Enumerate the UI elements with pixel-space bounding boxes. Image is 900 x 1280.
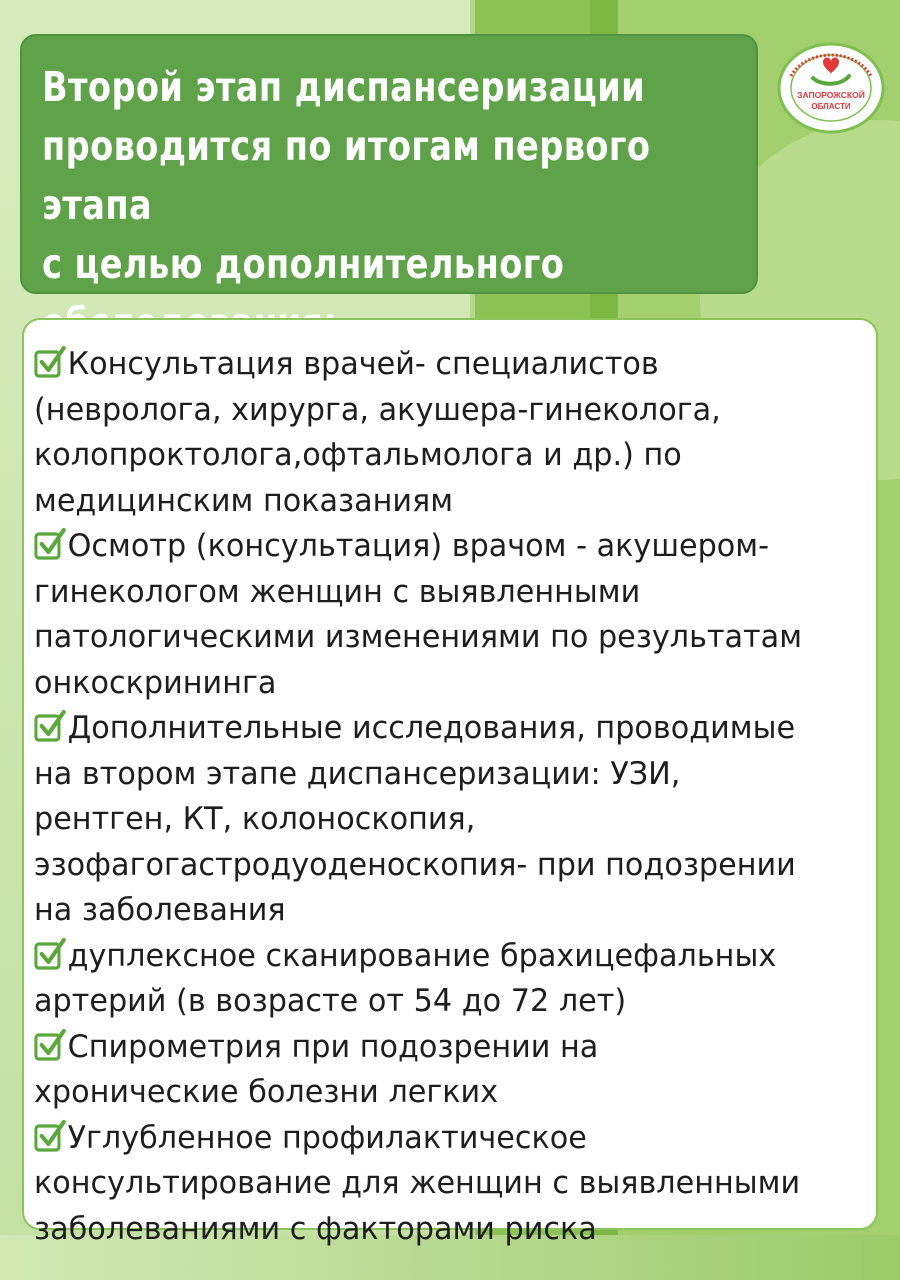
checklist-item-line xyxy=(34,843,879,889)
checkbox-checked-icon xyxy=(34,1119,67,1153)
checklist-item-text: Осмотр (консультация) врачом - акушером- xyxy=(67,528,770,564)
checklist-item-line xyxy=(34,342,879,388)
logo xyxy=(777,42,885,134)
checklist-item-text: заболеваниями с факторами риска xyxy=(34,1210,597,1247)
logo-text-line1: ЗАПОРОЖСКОЙ xyxy=(797,90,865,100)
checklist-item xyxy=(34,934,870,1025)
checklist-item-line xyxy=(34,934,879,980)
checkbox-checked-icon xyxy=(34,709,67,743)
checklist-item-text: медицинским показаниям xyxy=(34,482,454,519)
header-title-line: с целью дополнительного xyxy=(42,240,565,288)
header-title xyxy=(42,58,747,353)
checklist-item-text: артерий (в возрасте от 54 до 72 лет) xyxy=(34,983,627,1019)
checklist-item-line xyxy=(34,661,879,707)
header-title-line: Второй этап диспансеризации xyxy=(42,63,646,111)
checklist-item-line xyxy=(34,524,879,570)
checklist-item-text: консультирование для женщин с выявленными xyxy=(34,1165,801,1201)
checklist-item xyxy=(34,1116,870,1253)
checklist-item xyxy=(34,1025,870,1116)
checklist-item-text: гинекологом женщин с выявленными xyxy=(34,573,641,610)
checklist-item-text: колопроктолога,офтальмолога и др.) по xyxy=(34,437,682,473)
checkbox-checked-icon xyxy=(34,1028,67,1062)
checklist-item xyxy=(34,706,870,934)
header-title-line: проводится по итогам первого этапа xyxy=(42,122,651,229)
checklist-item xyxy=(34,342,870,524)
checklist-item-text: Консультация врачей- специалистов xyxy=(67,346,659,382)
checklist-item-text: на втором этапе диспансеризации: УЗИ, xyxy=(34,755,681,792)
checklist-item-text: дуплексное сканирование брахицефальных xyxy=(67,937,777,974)
checkbox-checked-icon xyxy=(34,345,67,379)
checklist-item-line xyxy=(34,570,879,616)
checklist-item-text: Спирометрия при подозрении на xyxy=(67,1028,599,1065)
checklist-item-line xyxy=(34,433,879,479)
checklist-item-line xyxy=(34,1116,879,1162)
checklist-item-line xyxy=(34,797,879,843)
checklist-item-line xyxy=(34,479,879,525)
checkbox-checked-icon xyxy=(34,937,67,971)
checklist-item-line xyxy=(34,388,879,434)
checkbox-checked-icon xyxy=(34,527,67,561)
header-box xyxy=(20,34,758,294)
checklist-item-text: на заболевания xyxy=(34,892,286,928)
checklist-item-line xyxy=(34,979,879,1025)
checklist-item-line xyxy=(34,888,879,934)
checklist-item-line xyxy=(34,1207,879,1253)
checklist-item-text: патологическими изменениями по результатам xyxy=(34,619,803,655)
checklist-item-line xyxy=(34,1025,879,1071)
checklist-item-text: Углубленное профилактическое xyxy=(67,1119,587,1156)
checklist-item-line xyxy=(34,1161,879,1207)
checklist-item-text: онкоскрининга xyxy=(34,664,277,701)
checklist-item-text: хронические болезни легких xyxy=(34,1074,499,1110)
checklist-item-text: (невролога, хирурга, акушера-гинеколога, xyxy=(34,391,721,428)
checklist-item-line xyxy=(34,706,879,752)
checklist-item-text: рентген, КТ, колоноскопия, xyxy=(34,801,476,837)
checklist-item xyxy=(34,524,870,706)
logo-emblem xyxy=(777,42,885,134)
checklist-item-line xyxy=(34,752,879,798)
checklist-item-text: Дополнительные исследования, проводимые xyxy=(67,710,796,746)
checklist-item-text: эзофагогастродуоденоскопия- при подозрении xyxy=(34,846,796,883)
checklist-item-line xyxy=(34,615,879,661)
logo-text-line2: ОБЛАСТИ xyxy=(811,102,851,111)
checklist-item-line xyxy=(34,1070,879,1116)
content-card xyxy=(22,318,878,1247)
